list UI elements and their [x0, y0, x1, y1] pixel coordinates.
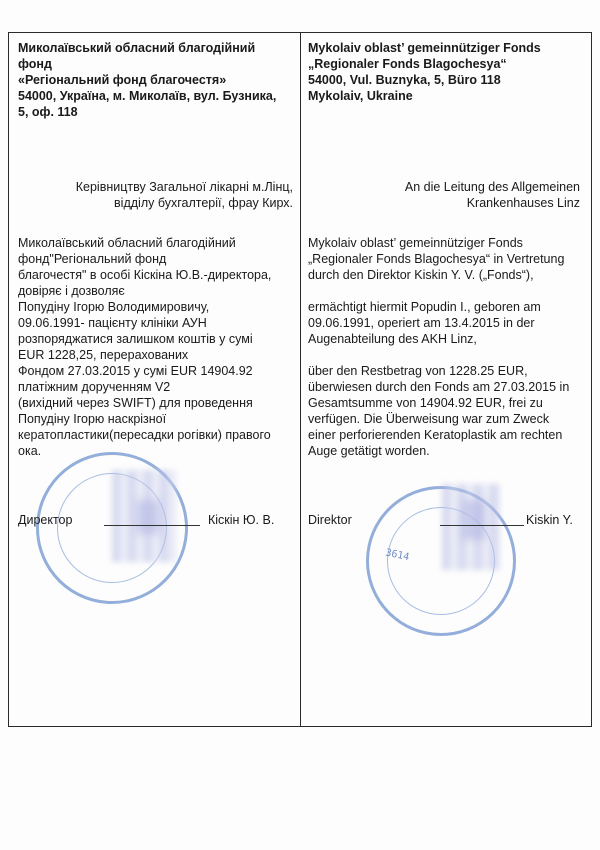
body-line: ока. [18, 444, 42, 458]
body-line: Попудіну Ігорю Володимировичу, [18, 300, 210, 314]
body-line: EUR 1228,25, перерахованих [18, 348, 189, 362]
body-line: 09.06.1991- пацієнту клініки АУН [18, 316, 207, 330]
body-line: Gesamtsumme von 14904.92 EUR, frei zu [308, 396, 543, 410]
right-addressee [308, 179, 580, 211]
left-header-line: Миколаївський обласний благодійний [18, 41, 256, 55]
body-line: über den Restbetrag von 1228.25 EUR, [308, 364, 528, 378]
column-divider [300, 32, 301, 727]
left-body [18, 235, 290, 459]
body-line: (вихідний через SWIFT) для проведення [18, 396, 253, 410]
body-line: Mykolaiv oblast’ gemeinnütziger Fonds [308, 236, 523, 250]
body-line: Попудіну Ігорю наскрізної [18, 412, 167, 426]
right-header-line: „Regionaler Fonds Blagochesya“ [308, 57, 507, 71]
body-line: кератопластики(пересадки рогівки) правого [18, 428, 271, 442]
body-line: платіжним дорученням V2 [18, 380, 171, 394]
left-header-line: 54000, Україна, м. Миколаїв, вул. Бузника, [18, 89, 277, 103]
right-signature-role: Direktor [308, 513, 352, 527]
body-line: 09.06.1991, operiert am 13.4.2015 in der [308, 316, 535, 330]
body-line: Миколаївський обласний благодійний [18, 236, 236, 250]
left-header-line: 5, оф. 118 [18, 105, 78, 119]
right-header [308, 40, 584, 104]
left-header-line: «Регіональний фонд благочестя» [18, 73, 227, 87]
left-signature-name: Кіскін Ю. В. [208, 513, 275, 527]
body-line: довіряє і дозволяє [18, 284, 125, 298]
left-signature-block [18, 512, 290, 532]
right-body-paragraph [308, 235, 584, 283]
stamp-code: 3614 [384, 547, 411, 564]
right-addressee-line: An die Leitung des Allgemeinen [404, 180, 580, 194]
left-addressee [18, 179, 293, 211]
body-line: überwiesen durch den Fonds am 27.03.2015 in [308, 380, 570, 394]
body-line: Augenabteilung des AKH Linz, [308, 332, 477, 346]
right-header-line: 54000, Vul. Buznyka, 5, Büro 118 [308, 73, 501, 87]
left-signature-role: Директор [18, 513, 73, 527]
body-line: розпоряджатися залишком коштів у сумі [18, 332, 253, 346]
body-line: einer perforierenden Keratoplastik am rechten [308, 428, 563, 442]
right-header-line: Mykolaiv, Ukraine [308, 89, 413, 103]
body-line: „Regionaler Fonds Blagochesya“ in Vertretung [308, 252, 565, 266]
right-signature-line [440, 525, 524, 526]
body-line: verfügen. Die Überweisung war zum Zweck [308, 412, 550, 426]
left-body-paragraph [18, 235, 290, 459]
left-header [18, 40, 290, 120]
left-addressee-line: Керівництву Загальної лікарні м.Лінц, [75, 180, 293, 194]
right-body-paragraph [308, 363, 584, 459]
right-body [308, 235, 584, 459]
right-body-paragraph [308, 299, 584, 347]
body-line: благочестя" в особі Кіскіна Ю.В.-директора, [18, 268, 272, 282]
body-line: фонд"Регіональний фонд [18, 252, 167, 266]
left-signature-line [104, 525, 200, 526]
right-header-line: Mykolaiv oblast’ gemeinnütziger Fonds [308, 41, 541, 55]
body-line: ermächtigt hiermit Popudin I., geboren am [308, 300, 541, 314]
right-signature-name: Kiskin Y. [526, 513, 573, 527]
left-addressee-line: відділу бухгалтерії, фрау Кирх. [114, 196, 293, 210]
right-signature-block [308, 512, 584, 532]
body-line: Auge getätigt worden. [308, 444, 430, 458]
right-addressee-line: Krankenhauses Linz [466, 196, 580, 210]
left-header-line: фонд [18, 57, 52, 71]
body-line: durch den Direktor Kiskin Y. V. („Fonds“), [308, 268, 534, 282]
body-line: Фондом 27.03.2015 у сумі EUR 14904.92 [18, 364, 253, 378]
